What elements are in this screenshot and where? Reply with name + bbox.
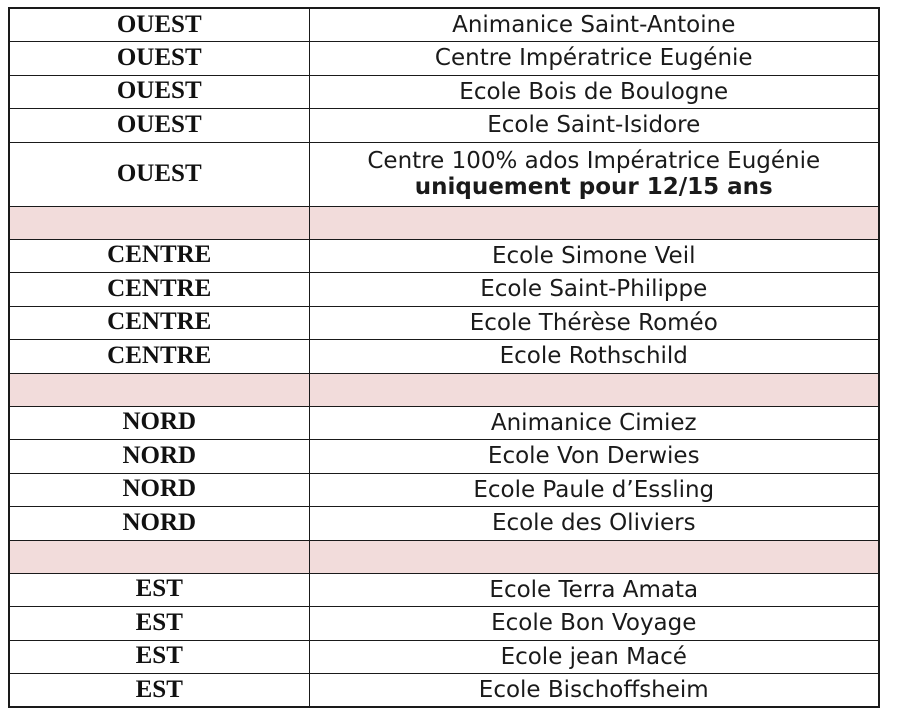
separator-cell [9,206,309,239]
separator-cell [309,540,879,573]
zone-cell: OUEST [9,142,309,206]
table-row [9,340,879,374]
site-cell: Ecole Thérèse Roméo [309,306,879,340]
zone-cell: CENTRE [9,340,309,374]
table-row [9,573,879,607]
site-cell: Ecole Bischoffsheim [309,674,879,708]
group-separator [9,206,879,239]
table-row [9,674,879,708]
zone-cell: EST [9,573,309,607]
table-row [9,406,879,440]
separator-cell [309,206,879,239]
site-cell: Ecole Rothschild [309,340,879,374]
table-row [9,607,879,641]
table-row [9,507,879,541]
table-row [9,109,879,143]
table-row [9,239,879,273]
zone-cell: OUEST [9,8,309,42]
zone-cell: NORD [9,440,309,474]
site-cell [309,142,879,206]
separator-cell [309,373,879,406]
site-cell: Ecole Bon Voyage [309,607,879,641]
zone-cell: EST [9,674,309,708]
table-row [9,75,879,109]
zone-cell: NORD [9,473,309,507]
zone-cell: NORD [9,406,309,440]
table-row [9,473,879,507]
separator-cell [9,373,309,406]
site-cell: Ecole Simone Veil [309,239,879,273]
site-cell: Ecole Paule d’Essling [309,473,879,507]
site-cell: Animanice Saint-Antoine [309,8,879,42]
site-cell: Ecole jean Macé [309,640,879,674]
age-restriction-note: uniquement pour 12/15 ans [414,174,773,200]
zone-cell: OUEST [9,42,309,76]
site-cell: Centre Impératrice Eugénie [309,42,879,76]
table-row [9,440,879,474]
table-row [9,8,879,42]
zone-cell: CENTRE [9,273,309,307]
zone-cell: OUEST [9,109,309,143]
site-name: Centre 100% ados Impératrice Eugénie [367,147,821,174]
site-cell: Ecole Saint-Philippe [309,273,879,307]
separator-cell [9,540,309,573]
table-row [9,640,879,674]
site-cell: Ecole Bois de Boulogne [309,75,879,109]
site-cell: Ecole Von Derwies [309,440,879,474]
zone-cell: OUEST [9,75,309,109]
table-row [9,142,879,206]
site-cell: Animanice Cimiez [309,406,879,440]
site-cell: Ecole des Oliviers [309,507,879,541]
zone-cell: EST [9,607,309,641]
table-row [9,42,879,76]
zone-cell: CENTRE [9,239,309,273]
site-cell: Ecole Terra Amata [309,573,879,607]
centres-table [8,7,880,708]
site-cell: Ecole Saint-Isidore [309,109,879,143]
group-separator [9,540,879,573]
zone-cell: CENTRE [9,306,309,340]
group-separator [9,373,879,406]
table-row [9,306,879,340]
table-row [9,273,879,307]
zone-cell: NORD [9,507,309,541]
zone-cell: EST [9,640,309,674]
